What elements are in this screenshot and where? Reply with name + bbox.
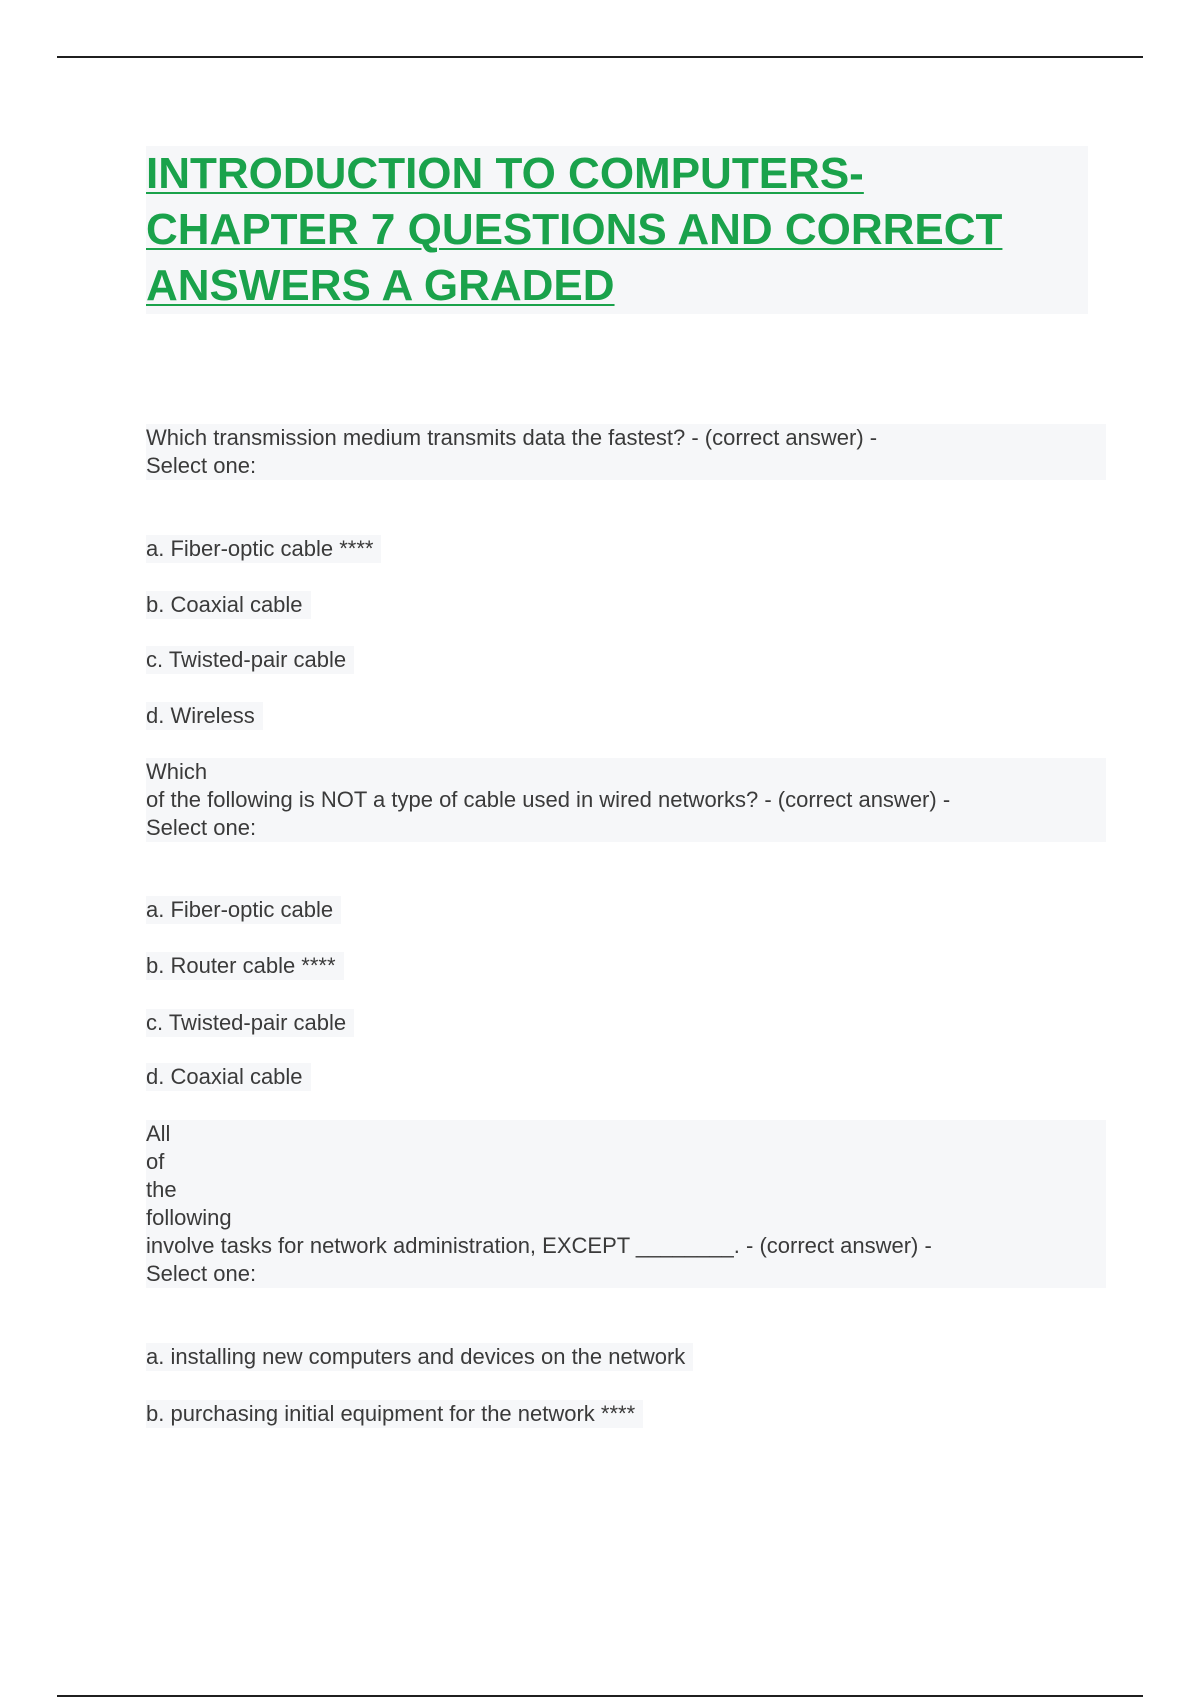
option-1c: c. Twisted-pair cable [146, 646, 354, 674]
option-1a: a. Fiber-optic cable **** [146, 535, 381, 563]
option-1b: b. Coaxial cable [146, 591, 311, 619]
question-1 [146, 424, 1106, 480]
question-2 [146, 758, 1106, 842]
bottom-rule [57, 1695, 1143, 1697]
option-3a: a. installing new computers and devices on the network [146, 1343, 693, 1371]
title-block [146, 146, 1088, 314]
option-1d: d. Wireless [146, 702, 263, 730]
top-rule [57, 56, 1143, 58]
question-3 [146, 1120, 1106, 1288]
question-text: Which transmission medium transmits data the fastest? - (correct answer) - Select one: [146, 424, 1106, 480]
option-2c: c. Twisted-pair cable [146, 1009, 354, 1037]
document-title: INTRODUCTION TO COMPUTERS- CHAPTER 7 QUESTIONS AND CORRECT ANSWERS A GRADED [146, 149, 1003, 310]
option-2a: a. Fiber-optic cable [146, 896, 341, 924]
option-2b: b. Router cable **** [146, 952, 344, 980]
option-2d: d. Coaxial cable [146, 1063, 311, 1091]
question-text: All of the following involve tasks for network administration, EXCEPT ________. - (correct answer) - Select one: [146, 1120, 1106, 1288]
question-text: Which of the following is NOT a type of cable used in wired networks? - (correct answer) - Select one: [146, 758, 1106, 842]
option-3b: b. purchasing initial equipment for the network **** [146, 1400, 643, 1428]
